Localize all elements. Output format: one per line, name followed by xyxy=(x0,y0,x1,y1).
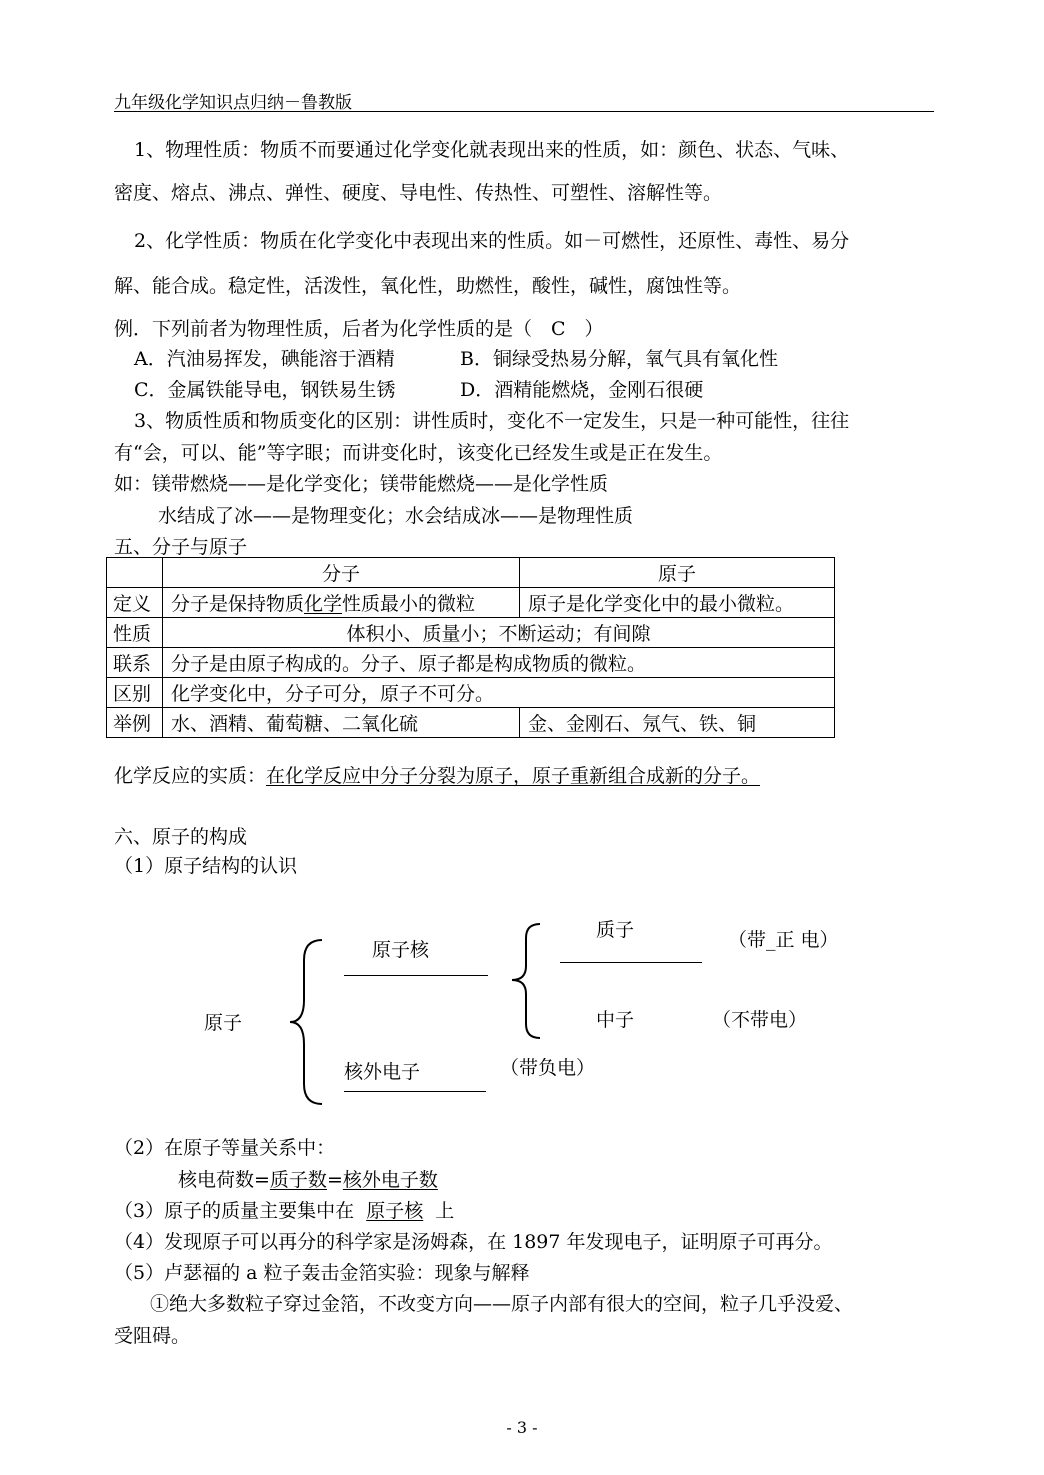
option-d: D．酒精能燃烧，金刚石很硬 xyxy=(460,379,704,401)
example-line-2: 水结成了冰——是物理变化；水会结成冰——是物理性质 xyxy=(158,505,634,527)
table-row xyxy=(107,708,835,738)
brace-big xyxy=(286,938,326,1108)
definition-text-pre: 分子是保持物质 xyxy=(171,593,305,615)
equation-equals: = xyxy=(326,1169,343,1191)
diagram-atom: 原子 xyxy=(204,1012,243,1034)
table-row xyxy=(107,618,835,648)
table-row xyxy=(107,648,835,678)
item-5-detail-1: ①绝大多数粒子穿过金箔，不改变方向——原子内部有很大的空间，粒子几乎没爱、 xyxy=(150,1293,854,1315)
cell-relation: 分子是由原子构成的。分子、原子都是构成物质的微粒。 xyxy=(163,648,835,678)
cell-atom-definition: 原子是化学变化中的最小微粒。 xyxy=(520,588,835,618)
para-difference-1: 3、物质性质和物质变化的区别：讲性质时，变化不一定发生，只是一种可能性，往往 xyxy=(134,410,850,432)
equation-pre: 核电荷数= xyxy=(178,1169,270,1191)
row-label-property: 性质 xyxy=(107,618,163,648)
definition-text-underlined: 化学 xyxy=(304,593,343,615)
item-5: （5）卢瑟福的 a 粒子轰击金箔实验：现象与解释 xyxy=(114,1262,530,1284)
option-b: B．铜绿受热易分解，氧气具有氧化性 xyxy=(460,348,778,370)
diagram-proton-charge: （带_正 电） xyxy=(728,929,839,951)
item-4: （4）发现原子可以再分的科学家是汤姆森，在 1897 年发现电子，证明原子可再分。 xyxy=(114,1231,833,1253)
cell-atom-example: 金、金刚石、氖气、铁、铜 xyxy=(520,708,835,738)
option-c: C．金属铁能导电，钢铁易生锈 xyxy=(134,379,396,401)
cell-molecule-example: 水、酒精、葡萄糖、二氧化硫 xyxy=(163,708,520,738)
diagram-electron-charge: （带负电） xyxy=(500,1057,596,1079)
para-physical-property-1: 1、物理性质：物质不而要通过化学变化就表现出来的性质，如：颜色、状态、气味、 xyxy=(134,139,850,161)
proton-blank-line xyxy=(560,962,702,963)
nucleus-blank-line xyxy=(344,975,488,976)
equation-proton-count: 质子数 xyxy=(269,1169,327,1191)
item-3-pre: （3）原子的质量主要集中在 xyxy=(114,1200,355,1222)
option-a: A．汽油易挥发，碘能溶于酒精 xyxy=(134,348,395,370)
para-difference-2: 有“会，可以、能”等字眼；而讲变化时，该变化已经发生或是正在发生。 xyxy=(114,442,723,464)
reaction-essence xyxy=(114,761,760,788)
row-label-example: 举例 xyxy=(107,708,163,738)
example-question: 例．下列前者为物理性质，后者为化学性质的是（ C ） xyxy=(114,318,604,340)
page-number: - 3 - xyxy=(506,1418,538,1437)
table-row xyxy=(107,558,835,588)
essence-text: 在化学反应中分子分裂为原子，原子重新组合成新的分子。 xyxy=(266,765,761,787)
item-5-detail-2: 受阻碍。 xyxy=(114,1325,191,1347)
equation-electron-count: 核外电子数 xyxy=(342,1169,438,1191)
row-label-definition: 定义 xyxy=(107,588,163,618)
item-2: （2）在原子等量关系中： xyxy=(114,1137,336,1159)
item-3 xyxy=(114,1196,454,1223)
electron-blank-line xyxy=(344,1091,486,1092)
item-2-equation xyxy=(178,1165,438,1192)
example-line-1: 如：镁带燃烧——是化学变化；镁带能燃烧——是化学性质 xyxy=(114,473,609,495)
item-3-answer: 原子核 xyxy=(366,1200,424,1222)
section-6-title: 六、原子的构成 xyxy=(114,826,248,848)
table-row xyxy=(107,678,835,708)
brace-small xyxy=(506,922,546,1042)
cell-molecule-definition xyxy=(163,588,520,618)
definition-text-post: 性质最小的微粒 xyxy=(342,593,476,615)
table-corner-cell xyxy=(107,558,163,588)
page-header-title: 九年级化学知识点归纳－鲁教版 xyxy=(114,93,352,113)
diagram-nucleus: 原子核 xyxy=(372,939,430,961)
cell-difference: 化学变化中，分子可分，原子不可分。 xyxy=(163,678,835,708)
para-physical-property-2: 密度、熔点、沸点、弹性、硬度、导电性、传热性、可塑性、溶解性等。 xyxy=(114,182,723,204)
diagram-neutron: 中子 xyxy=(596,1009,635,1031)
diagram-proton: 质子 xyxy=(596,919,635,941)
cell-property: 体积小、质量小；不断运动；有间隙 xyxy=(163,618,835,648)
table-header-atom: 原子 xyxy=(520,558,835,588)
essence-label: 化学反应的实质： xyxy=(114,765,267,787)
molecule-atom-table xyxy=(106,557,835,738)
table-header-molecule: 分子 xyxy=(163,558,520,588)
subsection-atom-structure: （1）原子结构的认识 xyxy=(114,855,298,877)
para-chemical-property-1: 2、化学性质：物质在化学变化中表现出来的性质。如－可燃性，还原性、毒性、易分 xyxy=(134,230,850,252)
table-row xyxy=(107,588,835,618)
header-rule xyxy=(114,111,934,112)
section-5-title: 五、分子与原子 xyxy=(114,536,248,558)
row-label-relation: 联系 xyxy=(107,648,163,678)
diagram-electron: 核外电子 xyxy=(344,1061,421,1083)
item-3-post: 上 xyxy=(435,1200,455,1222)
row-label-difference: 区别 xyxy=(107,678,163,708)
diagram-neutron-charge: （不带电） xyxy=(712,1009,808,1031)
para-chemical-property-2: 解、能合成。稳定性，活泼性，氧化性，助燃性，酸性，碱性，腐蚀性等。 xyxy=(114,275,742,297)
